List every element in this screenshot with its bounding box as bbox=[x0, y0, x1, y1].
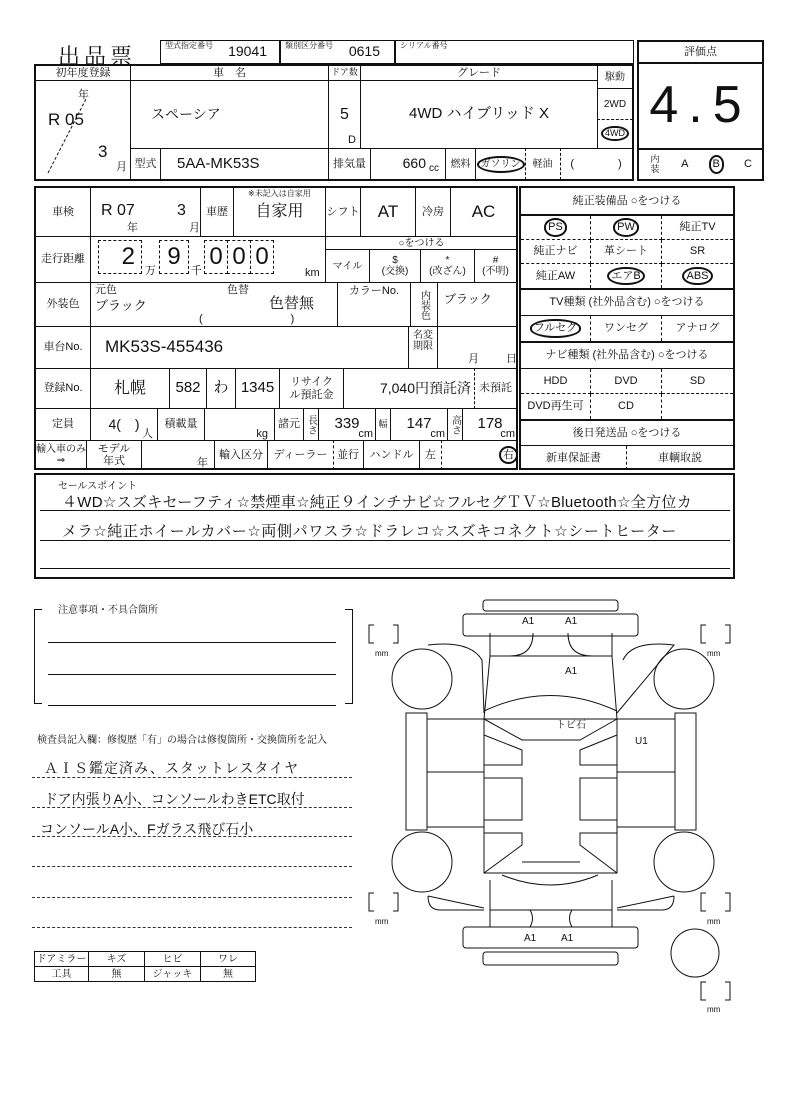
nav-header: ナビ種類 (社外品含む) ○をつける bbox=[521, 341, 733, 369]
person-unit: 人 bbox=[142, 427, 153, 440]
inspection-label: 車検 bbox=[35, 187, 91, 237]
mm-label: mm bbox=[707, 917, 721, 926]
bracket-fr bbox=[701, 625, 730, 643]
handle-label: ハンドル bbox=[363, 440, 420, 470]
damage-mark: A1 bbox=[522, 616, 535, 627]
interior-color: ブラック bbox=[437, 282, 518, 327]
repaint: 色替無 bbox=[269, 295, 315, 312]
spare-wheel bbox=[671, 929, 719, 977]
equipment-header: 純正装備品 ○をつける bbox=[521, 188, 733, 216]
sales-point-line: メラ☆純正ホイールカバー☆両側パワスラ☆ドラレコ☆スズキコネクト☆シートヒーター bbox=[62, 523, 677, 540]
cm-unit: cm bbox=[500, 427, 515, 440]
damage-mark: A1 bbox=[565, 666, 578, 677]
capacity: 4( ) bbox=[108, 415, 140, 432]
handle-left: 左 bbox=[419, 440, 442, 470]
import-label: 輸入車のみ⇒ bbox=[35, 440, 87, 470]
value: 19041 bbox=[228, 43, 267, 60]
orig-color-label: 元色 bbox=[95, 284, 117, 296]
nav-cd: CD bbox=[591, 394, 662, 419]
wheel-rear-left bbox=[392, 832, 452, 892]
handle-right-circled: 右 bbox=[499, 446, 518, 464]
inspection-era: R 07 bbox=[101, 202, 135, 219]
cm-unit: cm bbox=[430, 427, 445, 440]
rear-fenders bbox=[428, 896, 674, 910]
fuel-label: 燃料 bbox=[445, 148, 476, 180]
chassis-label: 車台No. bbox=[35, 326, 91, 369]
fuel-gasoline-circled: ガソリン bbox=[477, 156, 525, 173]
year-unit: 年 bbox=[127, 222, 138, 234]
year-unit: 年 bbox=[78, 89, 89, 101]
grade-label: グレード bbox=[360, 65, 598, 81]
first-reg-label: 初年度登録 bbox=[35, 65, 131, 81]
mm-label: mm bbox=[707, 1005, 721, 1014]
acc-mirror-label: ドアミラー bbox=[34, 951, 89, 967]
reg-kana: わ bbox=[206, 368, 236, 409]
front-plate bbox=[483, 600, 618, 611]
fuel-diesel: 軽油 bbox=[525, 148, 561, 180]
mileage-digit: 9 bbox=[159, 240, 189, 274]
nav-sd: SD bbox=[662, 369, 733, 394]
mileage-digit: 0 bbox=[250, 240, 274, 274]
equip-tv: 純正TV bbox=[662, 216, 733, 240]
inspector-line: ＡＩＳ鑑定済み、スタットレスタイヤ bbox=[44, 760, 300, 776]
tv-fullseg-circled: フルセグ bbox=[530, 319, 582, 337]
score-value: 4.5 bbox=[649, 76, 752, 135]
doors-label: ドア数 bbox=[328, 65, 361, 81]
left-doors bbox=[427, 719, 484, 827]
ac: AC bbox=[450, 187, 517, 237]
import-parallel: 並行 bbox=[333, 440, 364, 470]
damage-mark: A1 bbox=[565, 616, 578, 627]
acc-crack: ヒビ bbox=[144, 951, 201, 967]
first-reg-month: 3 bbox=[98, 142, 108, 161]
mileage-digit: 0 bbox=[227, 240, 251, 274]
nav-dvd: DVD bbox=[591, 369, 662, 394]
displacement-value: 660 bbox=[402, 155, 426, 172]
load-label: 積載量 bbox=[157, 408, 205, 441]
wheel-front-left bbox=[392, 649, 452, 709]
bracket-rl bbox=[369, 893, 398, 911]
interior-b-circled: B bbox=[709, 155, 724, 173]
doors: 5 bbox=[340, 105, 349, 123]
model-year-label: モデル年式 bbox=[86, 440, 142, 470]
taillights bbox=[490, 910, 612, 927]
sales-point-line: ４WD☆スズキセーフティ☆禁煙車☆純正９インチナビ☆フルセグＴＶ☆Bluetooth☆全方位カ bbox=[62, 494, 693, 511]
exchanged-option: $ (交換) bbox=[369, 249, 421, 283]
cc-unit: cc bbox=[429, 162, 439, 174]
recycle-none: 未預託 bbox=[474, 368, 518, 409]
interior-label: 内装 bbox=[650, 153, 660, 174]
month-unit: 月 bbox=[116, 161, 127, 173]
model-label: 型式 bbox=[130, 148, 161, 180]
height-label: 高さ bbox=[447, 408, 463, 441]
mileage-digit: 2 bbox=[98, 240, 142, 274]
history-label: 車歴 bbox=[200, 187, 234, 237]
windshield-bottom bbox=[484, 719, 617, 740]
equip-abs-circled: ABS bbox=[682, 267, 712, 285]
chassis-number: MK53S-455436 bbox=[90, 326, 409, 369]
drive-2wd: 2WD bbox=[597, 88, 633, 120]
repaint-paren: ( ) bbox=[199, 313, 295, 325]
history-note: ※未記入は自家用 bbox=[248, 189, 311, 198]
ac-label: 冷房 bbox=[415, 187, 451, 237]
acc-jack-label: ジャッキ bbox=[144, 966, 201, 982]
damage-mark: トビ石 bbox=[556, 720, 586, 731]
first-reg-era: R 05 bbox=[48, 110, 84, 129]
mileage-label: 走行距離 bbox=[35, 236, 91, 283]
damage-mark: U1 bbox=[635, 736, 648, 747]
damage-mark: A1 bbox=[561, 933, 574, 944]
month-unit: 月 bbox=[189, 222, 200, 234]
right-window bbox=[580, 778, 617, 820]
front-bumper bbox=[463, 614, 638, 636]
acc-break: ワレ bbox=[200, 951, 256, 967]
recycle-deposit: 7,040円預託済 bbox=[343, 368, 475, 409]
front-fenders bbox=[428, 644, 674, 713]
car-name: スペーシア bbox=[130, 80, 329, 149]
equip-nav: 純正ナビ bbox=[521, 240, 591, 264]
bracket-fl bbox=[369, 625, 398, 643]
name-change-label: 名変期限 bbox=[408, 326, 438, 369]
drive-4wd-circled: 4WD bbox=[601, 126, 629, 142]
sales-point-label: セールスポイント bbox=[58, 481, 138, 492]
notes-label: 注意事項・不具合箇所 bbox=[58, 605, 158, 616]
month-unit: 月 bbox=[468, 352, 479, 365]
displacement-label: 排気量 bbox=[328, 148, 371, 180]
bracket-spare bbox=[701, 982, 730, 1000]
exterior-label: 外装色 bbox=[35, 282, 91, 327]
model-code: 5AA-MK53S bbox=[160, 148, 329, 180]
acc-jack: 無 bbox=[200, 966, 256, 982]
width: 147 bbox=[406, 415, 432, 433]
import-dealer: ディーラー bbox=[267, 440, 334, 470]
tailgate bbox=[490, 880, 612, 927]
mm-label: mm bbox=[375, 917, 389, 926]
tv-analog: アナログ bbox=[675, 322, 720, 335]
reg-area: 札幌 bbox=[90, 368, 170, 409]
equip-leather: 革シート bbox=[591, 240, 662, 264]
recycle-label: リサイクル預託金 bbox=[279, 368, 344, 409]
car-name-label: 車 名 bbox=[130, 65, 329, 81]
equip-pw-circled: PW bbox=[613, 218, 639, 236]
rear-bumper bbox=[463, 927, 638, 948]
later-warranty: 新車保証書 bbox=[521, 446, 627, 470]
wheel-front-right bbox=[654, 649, 714, 709]
reg-label: 登録No. bbox=[35, 368, 91, 409]
km-unit: km bbox=[305, 267, 320, 279]
form-title: 出品票 bbox=[58, 44, 137, 69]
right-sill bbox=[675, 713, 696, 830]
kg-unit: kg bbox=[256, 427, 268, 440]
score-label: 評価点 bbox=[639, 42, 762, 64]
sen-unit: 千 bbox=[191, 265, 202, 277]
equip-airbag-circled: エアB bbox=[607, 267, 644, 285]
cm-unit: cm bbox=[358, 427, 373, 440]
later-header: 後日発送品 ○をつける bbox=[521, 419, 733, 446]
width-label: 幅 bbox=[375, 408, 391, 441]
tampered-option: * (改ざん) bbox=[420, 249, 475, 283]
label: シリアル番号 bbox=[400, 41, 448, 50]
inspection-month: 3 bbox=[177, 202, 186, 219]
rear-windows bbox=[484, 833, 617, 873]
man-unit: 万 bbox=[145, 265, 156, 277]
shift: AT bbox=[360, 187, 416, 237]
day-unit: 日 bbox=[506, 352, 517, 365]
nav-hdd: HDD bbox=[521, 369, 591, 394]
height: 178 bbox=[477, 415, 503, 433]
length: 339 bbox=[334, 415, 360, 433]
equip-ps-circled: PS bbox=[544, 218, 567, 236]
interior-color-label: 内装色 bbox=[410, 282, 438, 327]
later-manual: 車輌取説 bbox=[658, 451, 702, 464]
color-no-label: カラーNo. bbox=[337, 282, 411, 327]
windshield-top bbox=[484, 696, 617, 712]
interior-c: C bbox=[743, 158, 752, 171]
left-window bbox=[484, 778, 522, 820]
equip-sr: SR bbox=[662, 240, 733, 264]
label: 類別区分番号 bbox=[285, 41, 333, 50]
acc-tools: 無 bbox=[88, 966, 145, 982]
inspector-line: コンソールA小、Fガラス飛び石小 bbox=[40, 821, 254, 837]
inspector-label: 検査員記入欄：修復歴「有」の場合は修復箇所・交換箇所を記入 bbox=[37, 735, 327, 746]
shift-label: シフト bbox=[325, 187, 361, 237]
year-unit: 年 bbox=[197, 456, 208, 469]
equip-aw: 純正AW bbox=[521, 264, 591, 288]
unknown-option: # (不明) bbox=[474, 249, 517, 283]
repaint-label: 色替 bbox=[227, 284, 249, 296]
mileage-mark-label: ○をつける bbox=[325, 236, 518, 250]
reg-number: 1345 bbox=[235, 368, 280, 409]
mm-label: mm bbox=[375, 649, 389, 658]
acc-scratch: キズ bbox=[88, 951, 145, 967]
fuel-other: ( ) bbox=[560, 148, 633, 180]
drive-label: 駆動 bbox=[597, 65, 633, 89]
orig-color: ブラック bbox=[95, 298, 147, 313]
doors-unit: D bbox=[348, 133, 356, 146]
tv-header: TV種類 (社外品含む) ○をつける bbox=[521, 288, 733, 316]
length-label: 長さ bbox=[303, 408, 319, 441]
reg-class: 582 bbox=[169, 368, 207, 409]
damage-mark: A1 bbox=[524, 933, 537, 944]
mile-option: マイル bbox=[325, 249, 370, 283]
cabin bbox=[484, 719, 617, 873]
mm-label: mm bbox=[707, 649, 721, 658]
grade: 4WD ハイブリッド X bbox=[360, 80, 598, 149]
interior-a: A bbox=[681, 158, 689, 171]
acc-tools-label: 工具 bbox=[34, 966, 89, 982]
left-sill bbox=[406, 713, 427, 830]
capacity-label: 定員 bbox=[35, 408, 91, 441]
label: 型式指定番号 bbox=[165, 41, 213, 50]
bracket-rr bbox=[701, 893, 730, 911]
rear-plate bbox=[483, 952, 618, 965]
wheel-rear-right bbox=[654, 832, 714, 892]
nav-dvd-playable: DVD再生可 bbox=[521, 394, 591, 419]
tv-oneseg: ワンセグ bbox=[591, 316, 662, 341]
dims-label: 諸元 bbox=[274, 408, 304, 441]
history: 自家用 bbox=[255, 203, 304, 221]
import-type-label: 輸入区分 bbox=[214, 440, 268, 470]
hood bbox=[484, 656, 617, 719]
inspector-line: ドア内張りA小、コンソールわきETC取付 bbox=[44, 791, 305, 807]
value: 0615 bbox=[348, 43, 380, 60]
mileage-digit: 0 bbox=[204, 240, 228, 274]
